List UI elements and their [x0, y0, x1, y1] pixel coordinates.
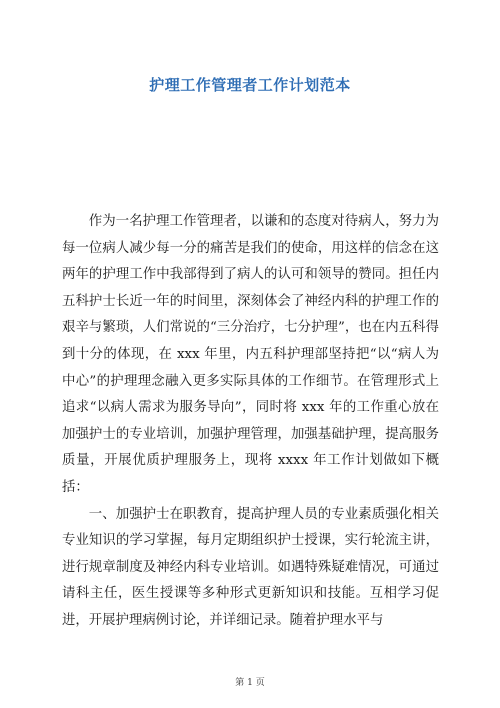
document-title: 护理工作管理者工作计划范本	[149, 76, 351, 94]
paragraph-section-one: 一、加强护士在职教育，提高护理人员的专业素质强化相关专业知识的学习掌握，每月定期组织护士授课，实行轮流主讲，进行规章制度及神经内科专业培训。如遇特殊疑难情况，可通过请科主任，医生授课等多种形式更新知识和技能。互相学习促进，开展护理病例讨论，并详细记录。随着护理水平与	[62, 506, 439, 628]
paragraph-intro: 作为一名护理工作管理者，以谦和的态度对待病人，努力为每一位病人减少每一分的痛苦是我们的使命，用这样的信念在这两年的护理工作中我部得到了病人的认可和领导的赞同。担任内五科护士长近一年的时间里，深刻体会了神经内科的护理工作的艰辛与繁琐，人们常说的“三分治疗，七分护理”，也在内五科得到十分的体现，在 xxx 年里，内五科护理部坚持把“以“病人为中心”的护理理念融入更多实际具体的工作细节。在管理形式上追求“以病人需求为服务导向”，同时将 xxx 年的工作重心放在加强护士的专业培训，加强护理管理，加强基础护理，提高服务质量，开展优质护理服务上，现将 xxxx 年工作计划做如下概括：	[62, 214, 439, 495]
page-number: 第 1 页	[235, 678, 265, 688]
document-body	[62, 209, 439, 635]
